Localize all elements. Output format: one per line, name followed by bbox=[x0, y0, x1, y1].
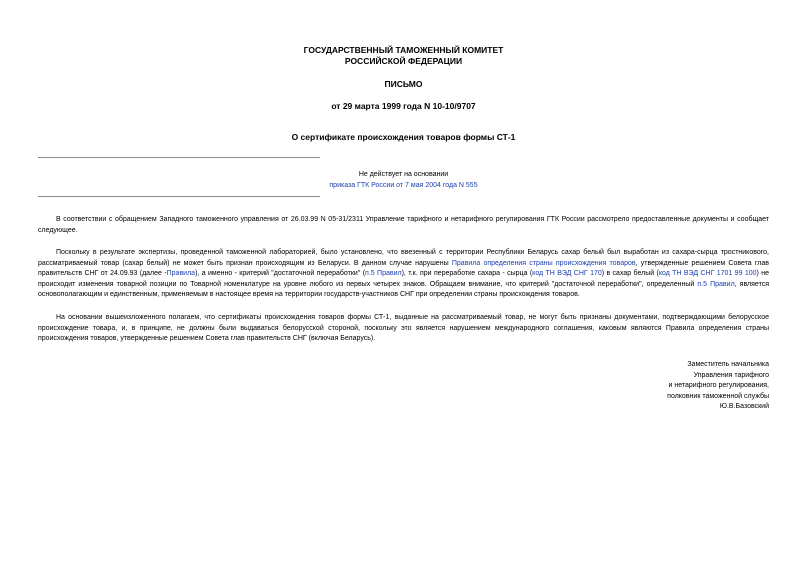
paragraph-2 bbox=[38, 248, 769, 301]
rules-clause-5-link[interactable]: п.5 Правил bbox=[365, 270, 402, 278]
paragraph-2-text-7: , является основополагающим и единственным, применяемым в настоящее время на территории государств-участников СНГ при определении страны происхождения товаров. bbox=[38, 280, 769, 299]
signature-line-3: и нетарифного регулирования, bbox=[668, 382, 769, 390]
status-text: Не действует на основании bbox=[358, 171, 449, 178]
authority-line-2: РОССИЙСКОЙ ФЕДЕРАЦИИ bbox=[344, 56, 463, 66]
paragraph-1 bbox=[38, 215, 769, 236]
issuing-authority bbox=[0, 45, 807, 67]
document-date-number: от 29 марта 1999 года N 10-10/9707 bbox=[331, 101, 476, 111]
signature-line-2: Управления тарифного bbox=[693, 371, 769, 379]
signature-line-1: Заместитель начальника bbox=[687, 361, 769, 368]
signatory-name: Ю.В.Базовский bbox=[719, 403, 769, 411]
divider-bottom bbox=[38, 196, 320, 197]
paragraph-2-text-1: Поскольку в результате экспертизы, проведенной таможенной лабораторией, было установлено, что ввезенный с территории Республики Беларусь сахар белый был выработан из сахара-сырца тростникового, рассматриваемый товар (сахар белый) не может быть признан происходящим из Беларуси. В данном случае нарушены bbox=[38, 249, 769, 267]
paragraph-3 bbox=[38, 313, 769, 345]
signature-line-4: полковник таможенной службы bbox=[667, 392, 769, 400]
paragraph-2-text-5: ) в сахар белый ( bbox=[601, 270, 659, 278]
paragraph-2-text-4: ), т.к. при переработке сахара - сырца ( bbox=[401, 270, 533, 278]
paragraph-2-text-6: ) не происходит изменения товарной позиции по Товарной номенклатуре на уровне любого из первых четырех знаков. Обращаем внимание, что критерий "достаточной переработки", определенный bbox=[38, 270, 769, 288]
status-notice bbox=[0, 169, 807, 191]
paragraph-3-text: На основании вышеизложенного полагаем, что сертификаты происхождения товаров формы СТ-1, выданные на рассматриваемый товар, не могут быть признаны документами, подтверждающими белорусское происхождение товара, и, в принципе, не должны были выдаваться белорусской стороной, поскольку это является нарушением международного соглашения, каковым являются Правила определения страны происхождения товаров, утвержденные решением Совета глав правительств СНГ (включая Беларусь). bbox=[38, 314, 769, 343]
divider-top bbox=[38, 157, 320, 158]
paragraph-1-text: В соответствии с обращением Западного таможенного управления от 26.03.99 N 05-31/2311 Управление тарифного и нетарифного регулирования ГТК России рассмотрело предоставленные документы и сообщает следующее. bbox=[38, 216, 769, 234]
rules-origin-link[interactable]: Правила определения страны происхождения товаров bbox=[451, 259, 636, 267]
hs-code-1701-link[interactable]: код ТН ВЭД СНГ 1701 99 100 bbox=[658, 270, 757, 278]
hs-code-170-link[interactable]: код ТН ВЭД СНГ 170 bbox=[532, 270, 602, 278]
authority-line-1: ГОСУДАРСТВЕННЫЙ ТАМОЖЕННЫЙ КОМИТЕТ bbox=[303, 45, 504, 55]
repeal-order-link[interactable]: приказа ГТК России от 7 мая 2004 года N 555 bbox=[329, 182, 478, 189]
document-subject: О сертификате происхождения товаров формы СТ-1 bbox=[291, 132, 516, 142]
signature-block bbox=[667, 360, 769, 413]
rules-clause-5-link-2[interactable]: п.5 Правил bbox=[697, 280, 735, 288]
paragraph-2-text-3: ), а именно - критерий "достаточной переработки" ( bbox=[195, 270, 366, 278]
document-type: ПИСЬМО bbox=[384, 79, 423, 89]
rules-link[interactable]: Правила bbox=[166, 270, 196, 278]
paragraph-2-text-2: , утвержденные решением Совета глав правительств СНГ от 24.09.93 (далее - bbox=[38, 259, 769, 278]
